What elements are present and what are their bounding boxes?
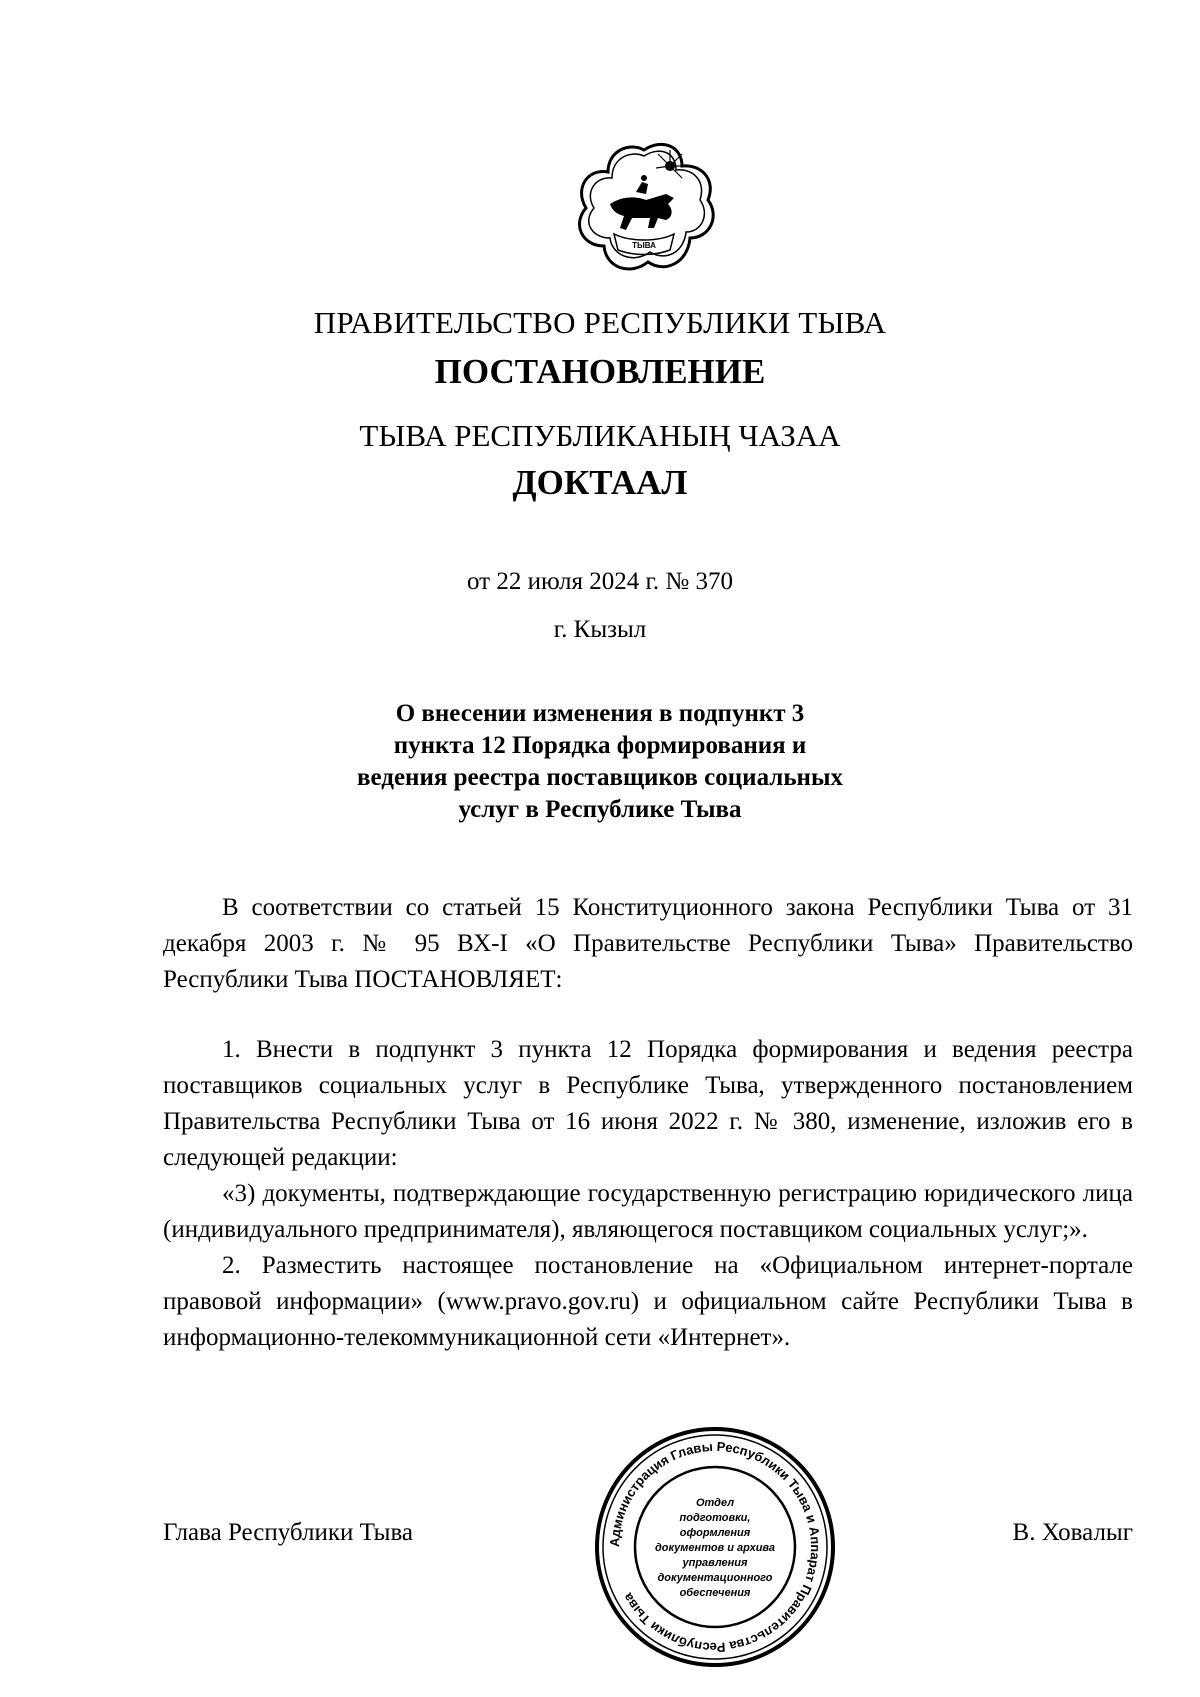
document-title bbox=[300, 698, 900, 826]
stamp-line: Отдел bbox=[695, 1497, 735, 1509]
preamble-paragraph: В соответствии со статьей 15 Конституционного закона Республики Тыва от 31 декабря 2003 г. № 95 ВХ-I «О Правительстве Республики Тыва» Правительство Республики Тыва ПОСТАНОВЛЯЕТ: bbox=[163, 894, 1133, 993]
signatory-position: Глава Республики Тыва bbox=[163, 1519, 414, 1546]
document-city: г. Кызыл bbox=[553, 616, 647, 643]
document-body bbox=[163, 890, 1133, 1356]
document-type: ПОСТАНОВЛЕНИЕ bbox=[434, 352, 766, 391]
title-line: услуг в Республике Тыва bbox=[458, 796, 742, 823]
svg-text:ТЫВА: ТЫВА bbox=[632, 241, 656, 250]
title-line: О внесении изменения в подпункт 3 bbox=[395, 700, 805, 727]
clause-1-paragraph: 1. Внести в подпункт 3 пункта 12 Порядка формирования и ведения реестра поставщиков социальных услуг в Республике Тыва, утвержденного постановлением Правительства Республики Тыва от 16 июня 2022 г. № 380, изменение, изложив его в следующей редакции: bbox=[163, 1036, 1133, 1171]
stamp-line: обеспечения bbox=[679, 1587, 751, 1599]
title-line: ведения реестра поставщиков социальных bbox=[357, 764, 843, 791]
clause-1-quote-paragraph: «3) документы, подтверждающие государственную регистрацию юридического лица (индивидуального предпринимателя), являющегося поставщиком социальных услуг;». bbox=[163, 1180, 1133, 1243]
stamp-line: управления bbox=[682, 1557, 748, 1569]
stamp-ring-text: Администрация Главы Республики Тыва и Аппарат Правительства Республики Тыва bbox=[606, 1438, 824, 1656]
government-name-tuvan: ТЫВА РЕСПУБЛИКАНЫҢ ЧАЗАА bbox=[359, 418, 841, 453]
stamp-line: оформления bbox=[679, 1527, 751, 1539]
title-line: пункта 12 Порядка формирования и bbox=[393, 732, 807, 759]
official-stamp-icon bbox=[592, 1424, 838, 1670]
stamp-line: подготовки, bbox=[679, 1512, 751, 1524]
stamp-line: документационного bbox=[657, 1572, 773, 1584]
stamp-line: документов и архива bbox=[654, 1542, 776, 1554]
signatory-name: В. Ховалыг bbox=[1012, 1519, 1133, 1546]
document-type-tuvan: ДОКТААЛ bbox=[512, 463, 688, 502]
document-date-number: от 22 июля 2024 г. № 370 bbox=[466, 568, 734, 595]
coat-of-arms-icon bbox=[570, 138, 718, 282]
government-name: ПРАВИТЕЛЬСТВО РЕСПУБЛИКИ ТЫВА bbox=[313, 305, 887, 340]
clause-2-paragraph: 2. Разместить настоящее постановление на «Официальном интернет-портале правовой информации» (www.pravo.gov.ru) и официальном сайте Республики Тыва в информационно-телекоммуникационной сети «Интернет». bbox=[163, 1252, 1133, 1351]
